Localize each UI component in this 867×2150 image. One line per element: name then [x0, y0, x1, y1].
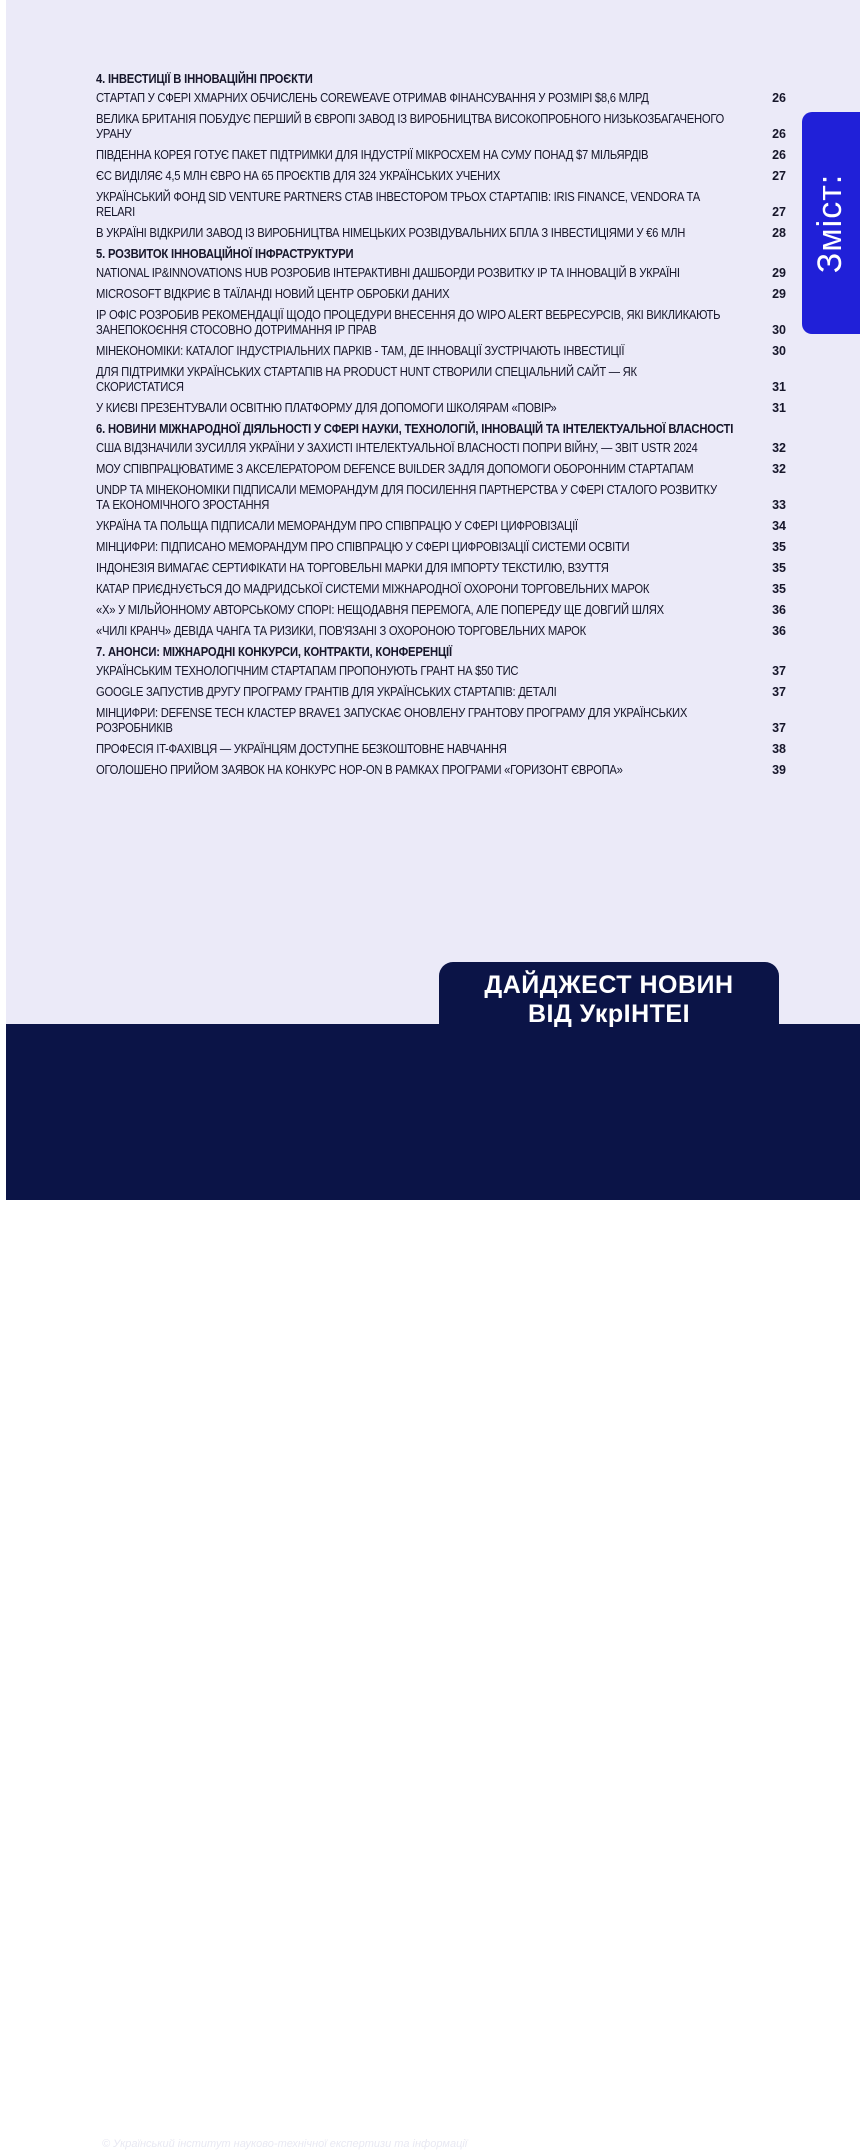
- toc-entry[interactable]: [96, 685, 786, 700]
- section-title: 6. НОВИНИ МІЖНАРОДНОЇ ДІЯЛЬНОСТІ У СФЕРІ НАУКИ, ТЕХНОЛОГІЙ, ІННОВАЦІЙ ТА ІНТЕЛЕКТУАЛЬНОЇ ВЛАСНОСТІ: [96, 422, 734, 436]
- toc-entry[interactable]: [96, 706, 786, 736]
- toc-entry-page-number: 35: [772, 582, 786, 596]
- toc-entry[interactable]: [96, 624, 786, 639]
- digest-page: [6, 0, 860, 2150]
- toc-entry-title: UNDP ТА МІНЕКОНОМІКИ ПІДПИСАЛИ МЕМОРАНДУМ ДЛЯ ПОСИЛЕННЯ ПАРТНЕРСТВА У СФЕРІ СТАЛОГО РОЗВИТКУ ТА ЕКОНОМІЧНОГО ЗРОСТАННЯ: [96, 483, 717, 512]
- toc-entry-title: ВЕЛИКА БРИТАНІЯ ПОБУДУЄ ПЕРШИЙ В ЄВРОПІ ЗАВОД ІЗ ВИРОБНИЦТВА ВИСОКОПРОБНОГО НИЗЬКОЗБАГАЧЕНОГО УРАНУ: [96, 112, 725, 141]
- toc-entry[interactable]: [96, 519, 786, 534]
- toc-entry[interactable]: [96, 308, 786, 338]
- toc-entry-title: ЄС ВИДІЛЯЄ 4,5 МЛН ЄВРО НА 65 ПРОЄКТІВ ДЛЯ 324 УКРАЇНСЬКИХ УЧЕНИХ: [96, 169, 501, 183]
- toc-entry[interactable]: [96, 763, 786, 778]
- toc-entry-title: ІР ОФІС РОЗРОБИВ РЕКОМЕНДАЦІЇ ЩОДО ПРОЦЕДУРИ ВНЕСЕННЯ ДО WIPO ALERT ВЕБРЕСУРСІВ, ЯКІ ВИКЛИКАЮТЬ ЗАНЕПОКОЄННЯ СТОСОВНО ДОТРИМАННЯ ІР ПРАВ: [96, 308, 721, 337]
- toc-entry-page-number: 34: [772, 519, 786, 533]
- toc-entry[interactable]: [96, 226, 786, 241]
- badge-line-2: ВІД УкрІНТЕІ: [527, 1000, 691, 1028]
- toc-entry[interactable]: [96, 540, 786, 555]
- toc-entry-page-number: 32: [772, 462, 786, 476]
- toc-entry-page-number: 28: [772, 226, 786, 240]
- toc-entry[interactable]: [96, 169, 786, 184]
- toc-entry[interactable]: [96, 190, 786, 220]
- toc-entry-page-number: 39: [772, 763, 786, 777]
- toc-entry-page-number: 33: [772, 498, 786, 512]
- toc-entry-title: США ВІДЗНАЧИЛИ ЗУСИЛЛЯ УКРАЇНИ У ЗАХИСТІ ІНТЕЛЕКТУАЛЬНОЇ ВЛАСНОСТІ ПОПРИ ВІЙНУ, — ЗВІТ USTR 2024: [96, 441, 698, 455]
- toc-entry-page-number: 29: [772, 287, 786, 301]
- toc-entry-page-number: 38: [772, 742, 786, 756]
- toc-entry[interactable]: [96, 561, 786, 576]
- toc-entry-title: «Х» У МІЛЬЙОННОМУ АВТОРСЬКОМУ СПОРІ: НЕЩОДАВНЯ ПЕРЕМОГА, АЛЕ ПОПЕРЕДУ ЩЕ ДОВГИЙ ШЛЯХ: [96, 603, 664, 617]
- toc-entry-page-number: 36: [772, 603, 786, 617]
- badge-line-1: ДАЙДЖЕСТ НОВИН: [484, 971, 734, 999]
- contents-tab-label: Зміст:: [811, 173, 850, 273]
- table-of-contents: [96, 72, 786, 784]
- section-title: 4. ІНВЕСТИЦІЇ В ІННОВАЦІЙНІ ПРОЄКТИ: [96, 72, 313, 86]
- toc-entry-page-number: 27: [772, 169, 786, 183]
- footer-band: [6, 1024, 860, 2150]
- section-title: 5. РОЗВИТОК ІННОВАЦІЙНОЇ ІНФРАСТРУКТУРИ: [96, 247, 354, 261]
- toc-entry[interactable]: [96, 603, 786, 618]
- toc-entry[interactable]: [96, 287, 786, 302]
- toc-entry-title: GOOGLE ЗАПУСТИВ ДРУГУ ПРОГРАМУ ГРАНТІВ ДЛЯ УКРАЇНСЬКИХ СТАРТАПІВ: ДЕТАЛІ: [96, 685, 557, 699]
- toc-entry-page-number: 29: [772, 266, 786, 280]
- toc-entry[interactable]: [96, 148, 786, 163]
- toc-entry-page-number: 35: [772, 540, 786, 554]
- toc-entry[interactable]: [96, 401, 786, 416]
- toc-entry-title: «ЧИЛІ КРАНЧ» ДЕВІДА ЧАНГА ТА РИЗИКИ, ПОВ'ЯЗАНІ З ОХОРОНОЮ ТОРГОВЕЛЬНИХ МАРОК: [96, 624, 586, 638]
- toc-entry-page-number: 37: [772, 721, 786, 735]
- toc-entry[interactable]: [96, 742, 786, 757]
- toc-entry-page-number: 36: [772, 624, 786, 638]
- toc-entry[interactable]: [96, 664, 786, 679]
- toc-entry-page-number: 35: [772, 561, 786, 575]
- digest-badge: [439, 962, 779, 1038]
- toc-entry-title: СТАРТАП У СФЕРІ ХМАРНИХ ОБЧИСЛЕНЬ COREWEAVE ОТРИМАВ ФІНАНСУВАННЯ У РОЗМІРІ $8,6 МЛРД: [96, 91, 649, 105]
- toc-entry-title: NATIONAL IP&INNOVATIONS HUB РОЗРОБИВ ІНТЕРАКТИВНІ ДАШБОРДИ РОЗВИТКУ ІР ТА ІННОВАЦІЙ В УКРАЇНІ: [96, 266, 680, 280]
- toc-entry-title: КАТАР ПРИЄДНУЄТЬСЯ ДО МАДРИДСЬКОЇ СИСТЕМИ МІЖНАРОДНОЇ ОХОРОНИ ТОРГОВЕЛЬНИХ МАРОК: [96, 582, 650, 596]
- toc-entry[interactable]: [96, 266, 786, 281]
- toc-entry-page-number: 31: [772, 380, 786, 394]
- toc-entry-title: ОГОЛОШЕНО ПРИЙОМ ЗАЯВОК НА КОНКУРС HOP-ON В РАМКАХ ПРОГРАМИ «ГОРИЗОНТ ЄВРОПА»: [96, 763, 623, 777]
- toc-entry-title: УКРАЇНСЬКИМ ТЕХНОЛОГІЧНИМ СТАРТАПАМ ПРОПОНУЮТЬ ГРАНТ НА $50 ТИС: [96, 664, 519, 678]
- toc-entry-title: МОУ СПІВПРАЦЮВАТИМЕ З АКСЕЛЕРАТОРОМ DEFENCE BUILDER ЗАДЛЯ ДОПОМОГИ ОБОРОННИМ СТАРТАПАМ: [96, 462, 694, 476]
- toc-entry[interactable]: [96, 365, 786, 395]
- toc-entry[interactable]: [96, 462, 786, 477]
- toc-entry-page-number: 31: [772, 401, 786, 415]
- toc-entry-page-number: 26: [772, 91, 786, 105]
- toc-entry[interactable]: [96, 344, 786, 359]
- toc-entry-title: ПРОФЕСІЯ IT-ФАХІВЦЯ — УКРАЇНЦЯМ ДОСТУПНЕ БЕЗКОШТОВНЕ НАВЧАННЯ: [96, 742, 507, 756]
- toc-entry-title: ПІВДЕННА КОРЕЯ ГОТУЄ ПАКЕТ ПІДТРИМКИ ДЛЯ ІНДУСТРІЇ МІКРОСХЕМ НА СУМУ ПОНАД $7 МІЛЬЯРДІВ: [96, 148, 649, 162]
- toc-entry-title: МІНЦИФРИ: DEFENSE TECH КЛАСТЕР BRAVE1 ЗАПУСКАЄ ОНОВЛЕНУ ГРАНТОВУ ПРОГРАМУ ДЛЯ УКРАЇНСЬКИХ РОЗРОБНИКІВ: [96, 706, 688, 735]
- section-title: 7. АНОНСИ: МІЖНАРОДНІ КОНКУРСИ, КОНТРАКТИ, КОНФЕРЕНЦІЇ: [96, 645, 452, 659]
- toc-entry[interactable]: [96, 91, 786, 106]
- toc-entry-page-number: 30: [772, 344, 786, 358]
- toc-entry-page-number: 26: [772, 127, 786, 141]
- copyright-text: © Український інститут науково-технічної експертизи та інформації: [102, 2138, 468, 2150]
- toc-entry-page-number: 37: [772, 664, 786, 678]
- contents-tab: [802, 112, 860, 334]
- toc-entry-page-number: 26: [772, 148, 786, 162]
- toc-entry-title: У КИЄВІ ПРЕЗЕНТУВАЛИ ОСВІТНЮ ПЛАТФОРМУ ДЛЯ ДОПОМОГИ ШКОЛЯРАМ «ПОВІР»: [96, 401, 557, 415]
- toc-entry-page-number: 27: [772, 205, 786, 219]
- toc-entry-title: МІНЦИФРИ: ПІДПИСАНО МЕМОРАНДУМ ПРО СПІВПРАЦЮ У СФЕРІ ЦИФРОВІЗАЦІЇ СИСТЕМИ ОСВІТИ: [96, 540, 630, 554]
- toc-entry-title: УКРАЇНСЬКИЙ ФОНД SID VENTURE PARTNERS СТАВ ІНВЕСТОРОМ ТРЬОХ СТАРТАПІВ: IRIS FINANCE, VENDORA ТА RELARI: [96, 190, 700, 219]
- toc-entry[interactable]: [96, 582, 786, 597]
- toc-entry[interactable]: [96, 441, 786, 456]
- toc-entry-title: MICROSOFT ВІДКРИЄ В ТАЇЛАНДІ НОВИЙ ЦЕНТР ОБРОБКИ ДАНИХ: [96, 287, 450, 301]
- toc-entry-title: ІНДОНЕЗІЯ ВИМАГАЄ СЕРТИФІКАТИ НА ТОРГОВЕЛЬНІ МАРКИ ДЛЯ ІМПОРТУ ТЕКСТИЛЮ, ВЗУТТЯ: [96, 561, 609, 575]
- toc-entry-title: МІНЕКОНОМІКИ: КАТАЛОГ ІНДУСТРІАЛЬНИХ ПАРКІВ - ТАМ, ДЕ ІННОВАЦІЇ ЗУСТРІЧАЮТЬ ІНВЕСТИЦІЇ: [96, 344, 625, 358]
- toc-entry-title: В УКРАЇНІ ВІДКРИЛИ ЗАВОД ІЗ ВИРОБНИЦТВА НІМЕЦЬКИХ РОЗВІДУВАЛЬНИХ БПЛА З ІНВЕСТИЦІЯМИ У €6 МЛН: [96, 226, 686, 240]
- toc-entry-title: УКРАЇНА ТА ПОЛЬЩА ПІДПИСАЛИ МЕМОРАНДУМ ПРО СПІВПРАЦЮ У СФЕРІ ЦИФРОВІЗАЦІЇ: [96, 519, 578, 533]
- toc-entry[interactable]: [96, 483, 786, 513]
- toc-entry-page-number: 37: [772, 685, 786, 699]
- toc-entry-page-number: 32: [772, 441, 786, 455]
- toc-entry-page-number: 30: [772, 323, 786, 337]
- toc-entry-title: ДЛЯ ПІДТРИМКИ УКРАЇНСЬКИХ СТАРТАПІВ НА PRODUCT HUNT СТВОРИЛИ СПЕЦІАЛЬНИЙ САЙТ — ЯК СКОРИСТАТИСЯ: [96, 365, 637, 394]
- toc-entry[interactable]: [96, 112, 786, 142]
